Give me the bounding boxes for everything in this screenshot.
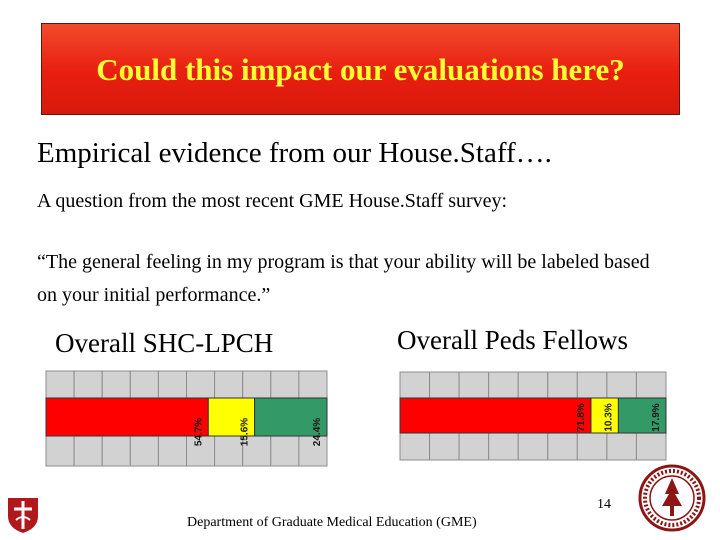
grid-cell: [158, 371, 186, 398]
data-label: 71.8%: [575, 403, 587, 432]
stanford-university-seal: [638, 464, 706, 537]
grid-cell: [518, 433, 548, 460]
grid-cell: [46, 371, 74, 398]
grid-cell: [548, 372, 578, 398]
grid-cell: [400, 433, 430, 460]
grid-cell: [74, 371, 102, 398]
grid-cell: [489, 372, 519, 398]
grid-cell: [158, 436, 186, 466]
grid-cell: [46, 436, 74, 466]
data-label: 17.9%: [651, 403, 662, 432]
bar-segment: [400, 398, 591, 433]
grid-cell: [102, 436, 130, 466]
grid-cell: [130, 436, 158, 466]
survey-question-intro: A question from the most recent GME House.Staff survey:: [37, 190, 508, 212]
title-banner: [41, 23, 680, 115]
grid-cell: [74, 436, 102, 466]
survey-quote: “The general feeling in my program is that your ability will be labeled based on your initial performance.”: [37, 251, 650, 306]
grid-cell: [636, 372, 666, 398]
grid-cell: [459, 433, 489, 460]
grid-cell: [243, 371, 271, 398]
grid-cell: [187, 371, 215, 398]
grid-cell: [271, 371, 299, 398]
data-label: 24.4%: [312, 417, 323, 447]
grid-cell: [130, 371, 158, 398]
chart-shc-lpch: [46, 371, 327, 466]
grid-cell: [577, 372, 607, 398]
grid-cell: [430, 372, 460, 398]
data-label: 54.7%: [193, 417, 205, 447]
grid-cell: [430, 433, 460, 460]
chart-peds-fellows: [400, 372, 666, 460]
grid-cell: [102, 371, 130, 398]
grid-cell: [636, 433, 666, 460]
grid-cell: [607, 372, 637, 398]
chart-title-shc-lpch: Overall SHC-LPCH: [55, 328, 274, 358]
data-label: 15.6%: [239, 417, 251, 447]
grid-cell: [459, 372, 489, 398]
grid-cell: [577, 433, 607, 460]
grid-cell: [299, 371, 327, 398]
data-label: 10.3%: [603, 403, 615, 432]
grid-cell: [271, 436, 299, 466]
footer-department: Department of Graduate Medical Education (GME): [187, 515, 477, 530]
grid-cell: [215, 371, 243, 398]
grid-cell: [215, 436, 243, 466]
stanford-hospital-logo: [6, 496, 40, 539]
slide-subtitle: Empirical evidence from our House.Staff….: [37, 137, 552, 169]
chart-title-peds-fellows: Overall Peds Fellows: [397, 325, 628, 355]
grid-cell: [548, 433, 578, 460]
page-number: 14: [597, 497, 611, 512]
grid-cell: [400, 372, 430, 398]
bar-segment: [46, 398, 208, 436]
grid-cell: [518, 372, 548, 398]
slide-title: Could this impact our evaluations here?: [96, 52, 625, 87]
grid-cell: [607, 433, 637, 460]
grid-cell: [489, 433, 519, 460]
